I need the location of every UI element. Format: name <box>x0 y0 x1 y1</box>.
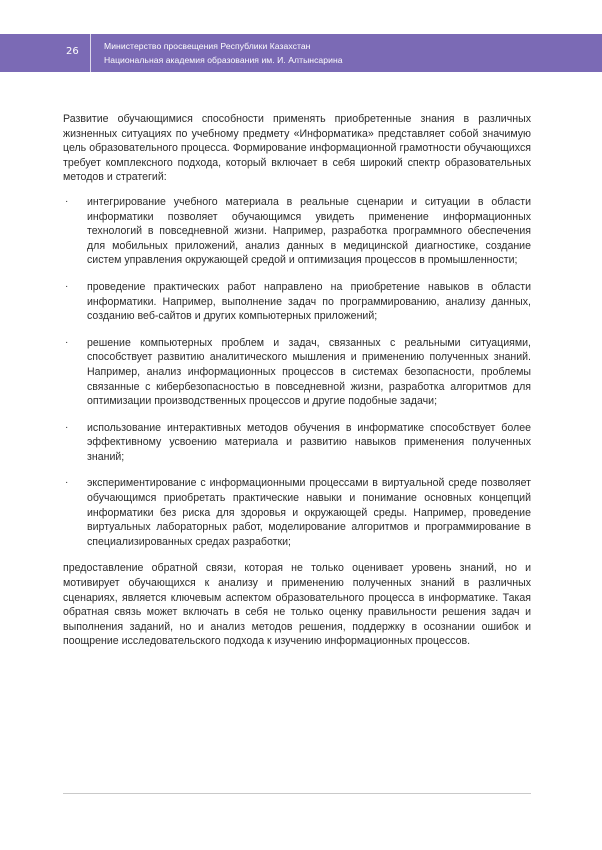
header-divider <box>90 34 91 72</box>
footer-divider <box>63 793 531 794</box>
strategy-list <box>63 195 531 549</box>
bullet-icon: · <box>65 477 69 489</box>
document-body <box>63 112 531 649</box>
header-org-line-2: Национальная академия образования им. И. Алтынсарина <box>104 55 343 65</box>
bullet-icon: · <box>65 336 69 348</box>
list-item-text: интегрирование учебного материала в реальные сценарии и ситуации в области информатики позволяет обучающимся увидеть применение информационных технологий в повседневной жизни. Например, разработка программного обеспечения для мобильных приложений, анализ данных в медицинской диагностике, создание систем управления окружающей средой и оптимизация процессов в промышленности; <box>87 195 531 267</box>
list-item-text: решение компьютерных проблем и задач, связанных с реальными ситуациями, способствует развитию аналитического мышления и применению полученных знаний. Например, анализ информационных процессов в системах безопасности, проблемы связанные с кибербезопасностью в повседневной жизни, разработка алгоритмов для оптимизации производственных процессов и другие подобные задачи; <box>87 336 531 408</box>
list-item <box>63 195 531 268</box>
bullet-icon: · <box>65 195 69 207</box>
list-item-text: экспериментирование с информационными процессами в виртуальной среде позволяет обучающимся приобретать практические навыки и понимание основных концепций информатики без риска для здоровья и окружающей среды. Например, проведение виртуальных лабораторных работ, моделирование алгоритмов и программирование в специализированных средах разработки; <box>87 477 531 548</box>
bullet-icon: · <box>65 421 69 433</box>
list-item-text: проведение практических работ направлено на приобретение навыков в области информатики. Например, выполнение задач по программированию, анализу данных, созданию веб-сайтов и других компьютерных приложений; <box>87 280 531 323</box>
list-item <box>63 280 531 324</box>
closing-paragraph: предоставление обратной связи, которая не только оценивает уровень знаний, но и мотивирует обучающихся к анализу и применению полученных знаний в различных сценариях, является ключевым аспектом образовательного процесса в информатике. Такая обратная связь может включать в себя не только оценку правильности решения задач и выполнения заданий, но и анализ методов решения, поддержку в осознании ошибок и поощрение исследовательского подхода к изучению информационных процессов. <box>63 562 531 648</box>
list-item <box>63 336 531 409</box>
list-item-text: использование интерактивных методов обучения в информатике способствует более эффективному усвоению материала и развитию навыков применения полученных знаний; <box>87 421 531 463</box>
list-item <box>63 476 531 549</box>
page-number: 26 <box>66 46 79 57</box>
header-org-line-1: Министерство просвещения Республики Казахстан <box>104 41 311 51</box>
intro-paragraph: Развитие обучающимися способности применять приобретенные знания в различных жизненных ситуациях по учебному предмету «Информатика» представляет собой значимую цель образовательного процесса. Формирование информационной грамотности обучающихся требует комплексного подхода, который включает в себя широкий спектр образовательных методов и стратегий: <box>63 113 531 184</box>
page-header <box>0 34 602 72</box>
list-item <box>63 421 531 465</box>
bullet-icon: · <box>65 280 69 292</box>
